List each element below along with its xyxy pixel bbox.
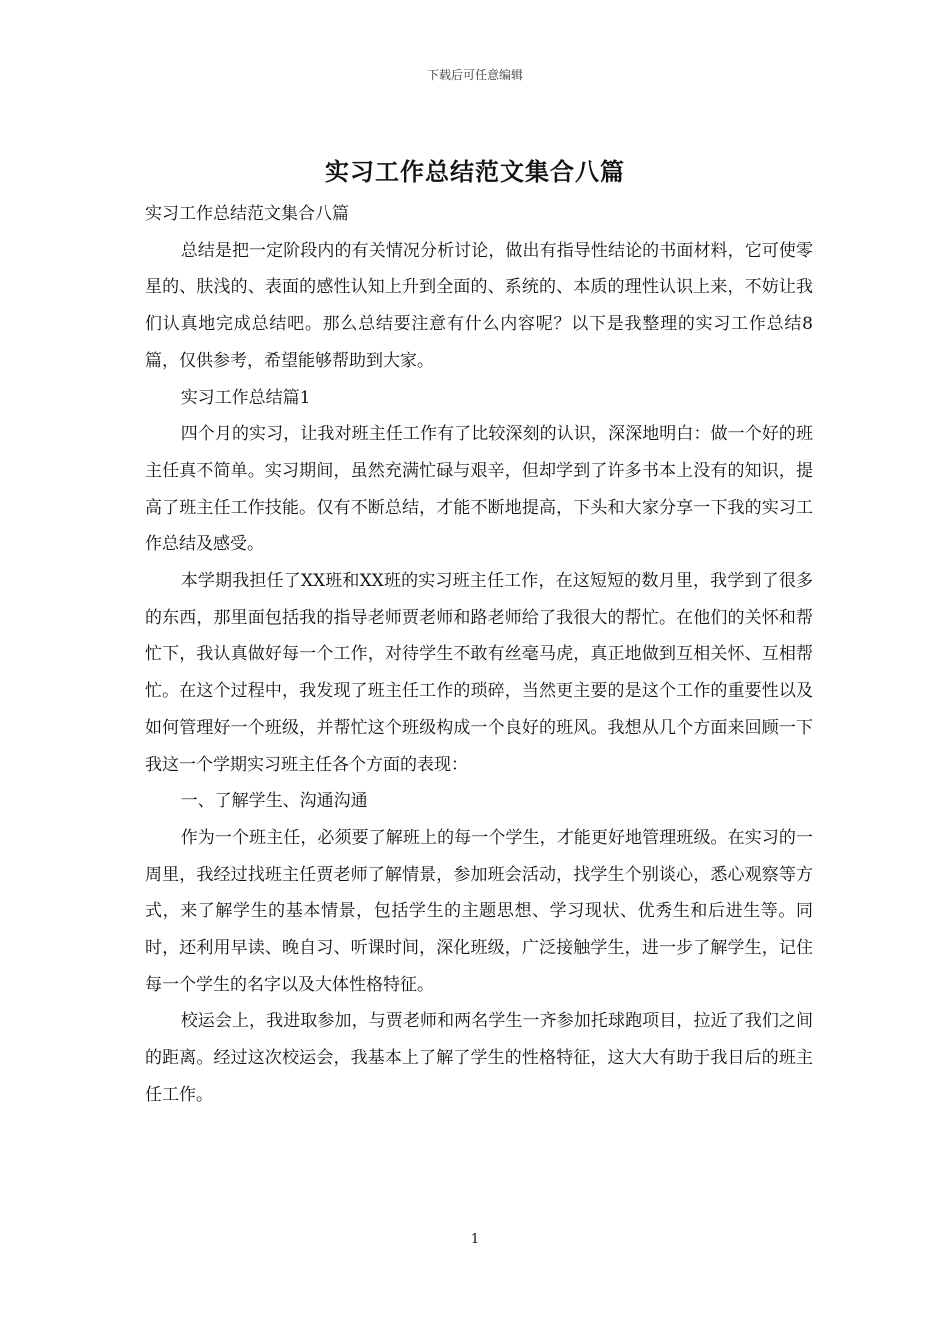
paragraph-3: 作为一个班主任，必须要了解班上的每一个学生，才能更好地管理班级。在实习的一周里，我经过找班主任贾老师了解情景，参加班会活动，找学生个别谈心，悉心观察等方式，来了解学生的基本情景，包括学生的主题思想、学习现状、优秀生和后进生等。同时，还利用早读、晚自习、听课时间，深化班级，广泛接触学生，进一步了解学生，记住每一个学生的名字以及大体性格特征。 [145, 827, 813, 995]
document-title: 实习工作总结范文集合八篇 [325, 157, 625, 186]
paragraph-1: 四个月的实习，让我对班主任工作有了比较深刻的认识，深深地明白：做一个好的班主任真不简单。实习期间，虽然充满忙碌与艰辛，但却学到了许多书本上没有的知识，提高了班主任工作技能。仅有不断总结，才能不断地提高，下头和大家分享一下我的实习工作总结及感受。 [145, 424, 813, 555]
page-number: 1 [470, 1232, 480, 1247]
document-subtitle: 实习工作总结范文集合八篇 [145, 204, 349, 224]
subsection-heading: 一、了解学生、沟通沟通 [180, 791, 368, 812]
paragraph-4: 校运会上，我进取参加，与贾老师和两名学生一齐参加托球跑项目，拉近了我们之间的距离。经过这次校运会，我基本上了解了学生的性格特征，这大大有助于我日后的班主任工作。 [145, 1011, 813, 1105]
intro-paragraph: 总结是把一定阶段内的有关情况分析讨论，做出有指导性结论的书面材料，它可使零星的、肤浅的、表面的感性认知上升到全面的、系统的、本质的理性认识上来，不妨让我们认真地完成总结吧。那么总结要注意有什么内容呢？以下是我整理的实习工作总结8篇，仅供参考，希望能够帮助到大家。 [145, 240, 813, 371]
section-heading: 实习工作总结篇1 [180, 387, 311, 408]
paragraph-2: 本学期我担任了XX班和XX班的实习班主任工作，在这短短的数月里，我学到了很多的东西，那里面包括我的指导老师贾老师和路老师给了我很大的帮忙。在他们的关怀和帮忙下，我认真做好每一个工作，对待学生不敢有丝毫马虎，真正地做到互相关怀、互相帮忙。在这个过程中，我发现了班主任工作的琐碎，当然更主要的是这个工作的重要性以及如何管理好一个班级，并帮忙这个班级构成一个良好的班风。我想从几个方面来回顾一下我这一个学期实习班主任各个方面的表现： [145, 571, 813, 775]
document-body [145, 196, 813, 1114]
page-header: 下载后可任意编辑 [426, 68, 523, 82]
